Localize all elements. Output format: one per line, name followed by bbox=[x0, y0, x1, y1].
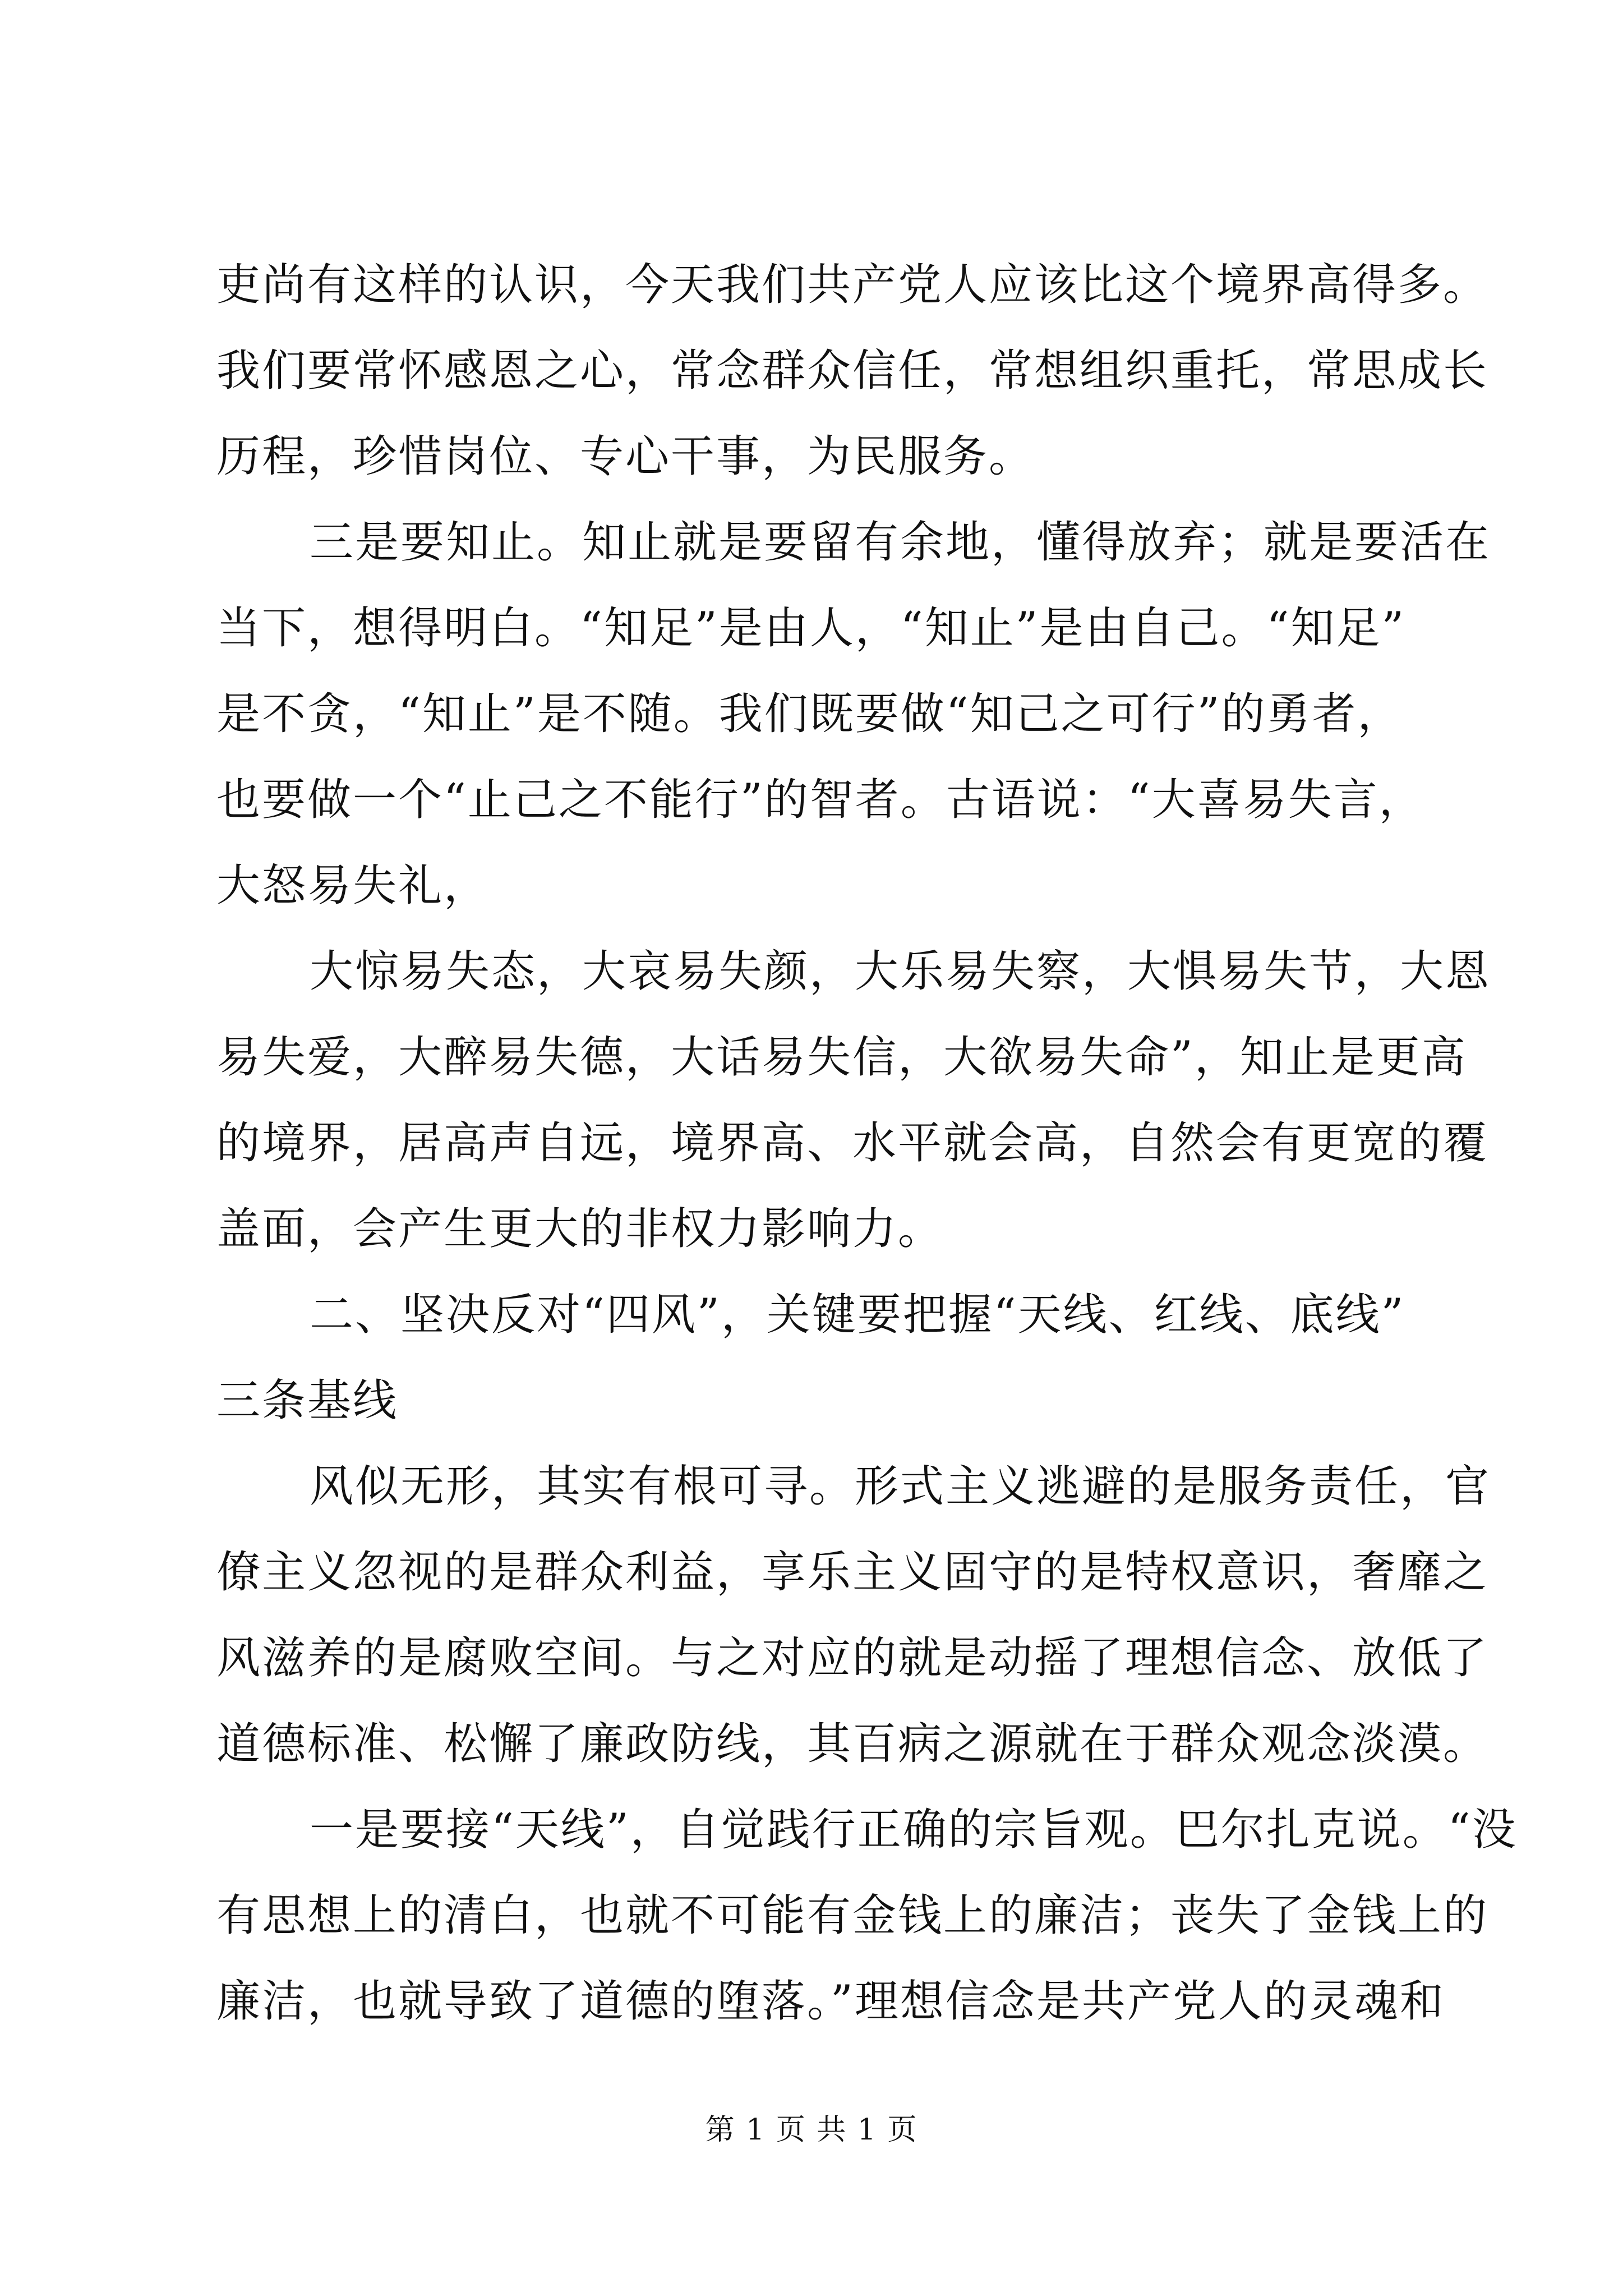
text-line: 三是要知止。知止就是要留有余地，懂得放弃；就是要活在 bbox=[310, 517, 1491, 568]
text-line: 大惊易失态，大哀易失颜，大乐易失察，大惧易失节，大恩 bbox=[310, 946, 1491, 997]
section-heading-two bbox=[216, 1272, 1422, 1444]
paragraph-daxi bbox=[216, 929, 1491, 1272]
heading-line: 二、坚决反对“四风”，关键要把握“天线、红线、底线” bbox=[310, 1290, 1405, 1340]
paragraph-zhizhi bbox=[216, 500, 1491, 929]
text-line: 有思想上的清白，也就不可能有金钱上的廉洁；丧失了金钱上的 bbox=[216, 1890, 1489, 1941]
text-line: 大怒易失礼， bbox=[216, 861, 490, 911]
text-line: 盖面，会产生更大的非权力影响力。 bbox=[216, 1204, 944, 1254]
paragraph-fengsi bbox=[216, 1444, 1491, 1787]
paragraph-tianxian bbox=[216, 1787, 1518, 2045]
text-line: 我们要常怀感恩之心，常念群众信任，常想组织重托，常思成长 bbox=[216, 346, 1489, 396]
text-line: 风滋养的是腐败空间。与之对应的就是动摇了理想信念、放低了 bbox=[216, 1633, 1489, 1683]
text-line: 也要做一个“止己之不能行”的智者。古语说：“大喜易失言， bbox=[216, 775, 1424, 825]
text-line: 道德标准、松懈了廉政防线，其百病之源就在于群众观念淡漠。 bbox=[216, 1719, 1489, 1769]
text-line: 历程，珍惜岗位、专心干事，为民服务。 bbox=[216, 431, 1035, 482]
text-line: 的境界，居高声自远，境界高、水平就会高，自然会有更宽的覆 bbox=[216, 1118, 1489, 1168]
text-line: 僚主义忽视的是群众利益，享乐主义固守的是特权意识，奢靡之 bbox=[216, 1547, 1489, 1598]
text-line: 一是要接“天线”，自觉践行正确的宗旨观。巴尔扎克说。“没 bbox=[310, 1805, 1518, 1855]
text-line: 吏尚有这样的认识，今天我们共产党人应该比这个境界高得多。 bbox=[216, 260, 1489, 310]
paragraph-continuation bbox=[216, 242, 1489, 500]
text-line: 廉洁，也就导致了道德的堕落。”理想信念是共产党人的灵魂和 bbox=[216, 1976, 1445, 2027]
text-line: 当下，想得明白。“知足”是由人，“知止”是由自己。“知足” bbox=[216, 603, 1406, 654]
text-line: 易失爱，大醉易失德，大话易失信，大欲易失命”，知止是更高 bbox=[216, 1032, 1467, 1083]
text-line: 风似无形，其实有根可寻。形式主义逃避的是服务责任，官 bbox=[310, 1461, 1491, 1512]
text-line: 是不贪，“知止”是不随。我们既要做“知己之可行”的勇者， bbox=[216, 689, 1403, 739]
page-number-footer: 第 1 页 共 1 页 bbox=[705, 2113, 918, 2147]
document-body bbox=[216, 242, 1518, 2045]
heading-line: 三条基线 bbox=[216, 1375, 399, 1426]
